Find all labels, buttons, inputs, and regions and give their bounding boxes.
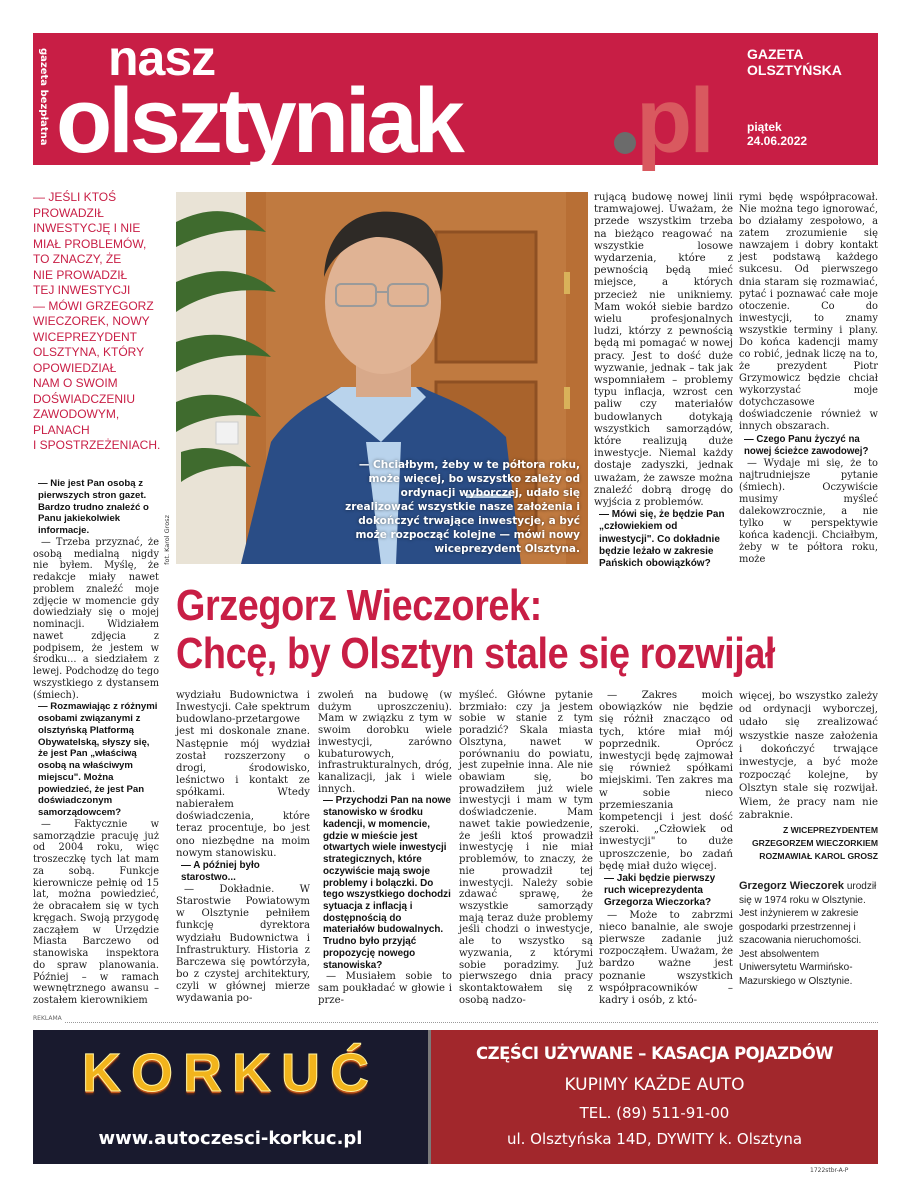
lead-line: I SPOSTRZEŻENIACH. bbox=[33, 438, 161, 452]
lead-line: NIE PROWADZIŁ bbox=[33, 267, 128, 282]
bio-text: urodził się w 1974 roku w Olsztynie. Jest inżynierem w zakresie gospodarki przestrzennej i szacowania nieruchomości. Jest absolwentem Uniwersytetu Warmińsko-Mazurskiego w Olsztynie. bbox=[739, 881, 877, 987]
article-lead bbox=[33, 190, 173, 454]
interview-answer: — Faktycznie w samorządzie pracuję już od 2004 roku, więc troszeczkę tych lat mam za sobą. Funkcje kierownicze pełnię od 15 lat, można powiedzieć, że obracałem się w tych kręgach. Swoją przygodę zacząłem w Urzędzie Miasta Barczewo od stanowiska inspektora do spraw planowania. Później – w ramach wewnętrznego awansu – zostałem kierownikiem bbox=[33, 818, 159, 1006]
article-column-1 bbox=[33, 478, 159, 1007]
signature-line: Z WICEPREZYDENTEM bbox=[782, 825, 878, 835]
free-paper-label: gazeta bezpłatna bbox=[38, 48, 49, 146]
lead-line: PLANACH bbox=[33, 422, 90, 437]
interview-question: — A później było starostwo... bbox=[181, 859, 260, 883]
lead-line: TEJ INWESTYCJI bbox=[33, 283, 131, 297]
brand-line-2: OLSZTYŃSKA bbox=[747, 62, 842, 78]
issue-day: piątek bbox=[747, 120, 782, 134]
interview-question: — Czego Panu życzyć na nowej ścieżce zawodowej? bbox=[744, 433, 869, 457]
interview-answer: — Wydaje mi się, że to najtrudniejsze pytanie (śmiech). Oczywiście musimy myśleć dalekowzrocznie, a nie tylko w perspektywie końca kadencji. Chciałbym, żeby w te półtora roku, może bbox=[739, 457, 878, 566]
lead-line: — JEŚLI KTOŚ bbox=[33, 190, 117, 204]
photo-credit bbox=[163, 515, 174, 565]
article-column-5-top bbox=[594, 192, 733, 570]
ad-phone: TEL. (89) 511-91-00 bbox=[579, 1104, 730, 1122]
logo-nasz: nasz bbox=[108, 30, 216, 86]
gazeta-olsztynska-logo bbox=[747, 46, 842, 78]
ad-label: REKLAMA bbox=[33, 1015, 65, 1023]
ad-url-link[interactable]: www.autoczesci-korkuc.pl bbox=[98, 1128, 363, 1149]
article-column-6-bottom bbox=[739, 690, 878, 822]
article-column-4 bbox=[459, 690, 593, 1006]
interview-question: — Rozmawiając z różnymi osobami związanymi z olsztyńską Platformą Obywatelską, słyszy się, że jest Pan „właściwą osobą na właściwym miejscu". Można powiedzieć, że jest Pan doświadczonym samorządowcem? bbox=[38, 701, 158, 818]
interview-answer: — Może to zabrzmi nieco banalnie, ale swoje pierwsze zadanie już rozpocząłem. Uważam, że bardzo ważne jest poznanie wszystkich współpracowników – kadry i osób, z któ- bbox=[599, 909, 733, 1007]
signature-line: GRZEGORZEM WIECZORKIEM bbox=[751, 838, 878, 848]
interview-answer: wydziału Budownictwa i Inwestycji. Całe spektrum budowlano-przetargowe jest mi doskonale znane. Następnie mój wydział został rozszerzony o drogi, środowisko, leśnictwo i kontakt ze spółkami. Wtedy nabierałem doświadczenia, które teraz procentuje, bo jest ono niezbędne na moim nowym stanowisku. bbox=[176, 690, 310, 859]
lead-line: WIECZOREK, NOWY bbox=[33, 314, 150, 328]
interview-answer: — Trzeba przyznać, że osobą medialną nigdy nie byłem. Myślę, że redakcje miały nawet problem znaleźć moje zdjęcie w momencie gdy dowiedziały się o mojej nominacji. Widziałem nawet zdjęcia z podpisem, że jestem w środku... a siedziałem z lewej. Podchodzę do tego wszystkiego z dystansem (śmiech). bbox=[33, 536, 159, 701]
logo-pl: pl bbox=[636, 70, 712, 172]
lead-line: TO ZNACZY, ŻE bbox=[33, 252, 122, 266]
bio-name: Grzegorz Wieczorek bbox=[739, 880, 845, 892]
interview-answer: — Musiałem sobie to sam poukładać w głowie i prze- bbox=[318, 971, 452, 1006]
portrait-photo bbox=[176, 192, 588, 564]
logo-dot-icon bbox=[614, 132, 636, 154]
interview-answer: myśleć. Główne pytanie brzmiało: czy ja jestem sobie w stanie z tym poradzić? Skala miasta Olsztyna, nawet w porównaniu do powiatu, jest zupełnie inna. Ale nie obawiam się, bo prowadziłem już wiele inwestycji i mam w tym doświadczenie. Mam nawet takie powiedzenie, że jeśli ktoś prowadził inwestycję i nie miał problemów, to znaczy, że nie prowadził tej inwestycji. Należy sobie zdawać sprawę, że wszystkie samorządy mają teraz duże problemy jeśli chodzi o inwestycje, ale to wszystko są wyzwania, z którymi sobie poradzimy. Już pierwszego dnia pracy skontaktowałem się z osobą nadzo- bbox=[459, 690, 593, 1006]
issue-date-value: 24.06.2022 bbox=[747, 134, 808, 148]
article-column-5-bottom bbox=[599, 690, 733, 1007]
article-column-6-top bbox=[739, 192, 878, 566]
lead-line: PROWADZIŁ bbox=[33, 205, 104, 220]
lead-line: OPOWIEDZIAŁ bbox=[33, 360, 117, 375]
interview-answer: zwoleń na budowę (w dużym uproszczeniu). Mam w związku z tym w swoim dorobku wiele inwestycji, zarówno kubaturowych, infrastrukturalnych, dróg, kanalizacji, jak i wiele innych. bbox=[318, 690, 452, 795]
lead-line: INWESTYCJĘ I NIE bbox=[33, 221, 141, 235]
article-signature bbox=[739, 824, 878, 863]
lead-line: ZAWODOWYM, bbox=[33, 407, 120, 421]
photo-credit-text: fot. Karol Grosz bbox=[163, 515, 171, 565]
brand-line-1: GAZETA bbox=[747, 46, 804, 62]
interview-question: — Jaki będzie pierwszy ruch wiceprezydenta Grzegorza Wieczorka? bbox=[604, 873, 716, 909]
lead-line: MIAŁ PROBLEMÓW, bbox=[33, 236, 147, 251]
interview-question: — Przychodzi Pan na nowe stanowisko w środku kadencji, w momencie, gdzie w mieście jest otwartych wiele inwestycji strategicznych, które oczywiście mają swoje problemy i bolączki. Do tego wszystkiego dochodzi sytuacja z inflacją i dostępnością do materiałów budowalnych. Trudno było przyjąć propozycję nowego stanowiska? bbox=[323, 795, 451, 971]
interview-answer: — Zakres moich obowiązków nie będzie się różnił znacząco od tych, które miał mój poprzednik. Oprócz inwestycji będę zajmował się również spółkami miejskimi. Ten zakres ma w sobie nieco przemieszania kompetencji i jest dość szeroki. „Człowiek od inwestycji" to duże uproszczenie, bo zadań będę miał dużo więcej. bbox=[599, 690, 733, 872]
ad-subheadline: KUPIMY KAŻDE AUTO bbox=[564, 1075, 745, 1095]
ad-address: ul. Olsztyńska 14D, DYWITY k. Olsztyna bbox=[506, 1130, 803, 1148]
logo-olsztyniak: olsztyniak bbox=[56, 70, 461, 172]
lead-line: NAM O SWOIM bbox=[33, 376, 118, 390]
lead-line: WICEPREZYDENT bbox=[33, 329, 138, 344]
ad-headline: CZĘŚCI UŻYWANE – KASACJA POJAZDÓW bbox=[476, 1044, 833, 1063]
masthead-vertical-label bbox=[36, 48, 52, 160]
ad-korkuc-logo: KORKUĆ bbox=[82, 1043, 379, 1103]
issue-date bbox=[747, 120, 807, 148]
article-column-2 bbox=[176, 690, 310, 1005]
lead-line: — MÓWI GRZEGORZ bbox=[33, 298, 154, 313]
interview-question: — Mówi się, że będzie Pan „człowiekiem od inwestycji". Co dokładnie będzie leżało w zakresie Pańskich obowiązków? bbox=[599, 509, 725, 570]
interview-answer: rującą budowę nowej linii tramwajowej. Uważam, że przede wszystkim trzeba na bieżąco reagować na wszystkie losowe wydarzenia, które z pewnością będą mieć miejsce, a których przecież nie unikniemy. Mam wokół siebie bardzo wielu profesjonalnych ludzi, którzy z pewnością będą mi pomagać w nowej pracy. Jest to dość duże wyzwanie, jednak – tak jak wspomniałem – problemy typu inflacja, wzrost cen paliw czy materiałów budowlanych dotykają wszystkich samorządów, które realizują duże inwestycje. Niemal każdy dostaje zadyszki, jednak uważam, że zawsze można znaleźć dobrą drogę do wyjścia z problemów. bbox=[594, 192, 733, 509]
headline-line-2: Chcę, by Olsztyn stale się rozwijał bbox=[176, 629, 776, 678]
interview-question: — Nie jest Pan osobą z pierwszych stron gazet. Bardzo trudno znaleźć o Panu jakiekolwiek informacje. bbox=[38, 478, 149, 536]
interview-answer: więcej, bo wszystko zależy od ordynacji wyborczej, udało się zrealizować wszystkie nasze założenia i dokończyć trwające inwestycje, a być może rozpocząć kolejne, by Olsztyn stale się rozwijał. Wiem, że pracy nam nie zabraknie. bbox=[739, 691, 878, 821]
lead-line: DOŚWIADCZENIU bbox=[33, 391, 135, 406]
interview-answer: rymi będę współpracował. Nie można tego ignorować, bo działamy zespołowo, a zatem zrozumienie się nawzajem i dobry kontakt jest podstawą każdego sukcesu. Od pierwszego dnia staram się rozmawiać, pytać i poznawać całe moje otoczenie. Co do inwestycji, to znamy wszystkie terminy i plany. Do końca kadencji mamy co robić, jednak liczę na to, że prezydent Piotr Grzymowicz będzie chciał wykorzystać moje dotychczasowe doświadczenie również w innych obszarach. bbox=[739, 192, 878, 433]
article-column-3 bbox=[318, 690, 452, 1006]
ad-code: 1722stbr-A-P bbox=[810, 1167, 849, 1174]
interview-answer: — Dokładnie. W Starostwie Powiatowym w Olsztynie pełniłem funkcję dyrektora wydziału Budownictwa i Infrastruktury. Historia z Barczewa się powtórzyła, bo z czystej architektury, czyli w głównej mierze wydawania po- bbox=[176, 884, 310, 1005]
photo-caption: — Chciałbym, żeby w te półtora roku, może więcej, bo wszystko zależy od ordynacji wyborczej, udało się zrealizować wszystkie nasze założenia i dokończyć trwające inwestycje, a być może rozpocząć kolejne — mówi nowy wiceprezydent Olsztyna. bbox=[345, 459, 580, 555]
lead-line: OLSZTYNA, KTÓRY bbox=[33, 345, 145, 359]
headline-line-1: Grzegorz Wieczorek: bbox=[176, 581, 542, 630]
ad-divider bbox=[33, 1022, 878, 1023]
article-headline bbox=[176, 582, 795, 678]
bio-box bbox=[739, 880, 878, 988]
signature-line: ROZMAWIAŁ KAROL GROSZ bbox=[759, 851, 878, 861]
